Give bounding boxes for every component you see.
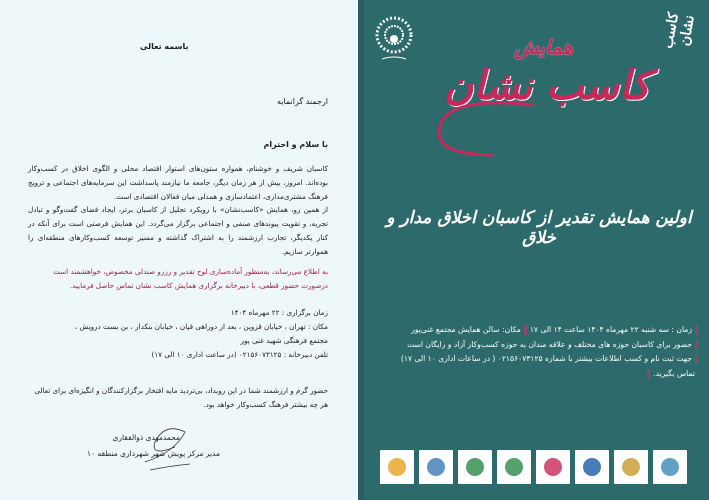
organizer-logo-icon [372, 15, 416, 65]
rsvp-notice: به اطلاع می‌رساند، به‌منظور آماده‌سازی لوح تقدیر و رزرو صندلی مخصوص، خواهشمند است درصورت حضور قطعی، با دبیرخانه برگزاری همایش کاسب نشان تماس حاصل فرمایید. [53, 267, 328, 290]
addressee: ارجمند گرانمایه [276, 97, 328, 106]
sponsor-logo-icon [497, 450, 531, 484]
sponsor-logo-icon [458, 450, 492, 484]
info-registration: جهت ثبت نام و کسب اطلاعات بیشتر با شماره ۰۲۱۵۶۰۷۳۱۲۵ ( در ساعات اداری ۱۰ الی ۱۷) [400, 354, 692, 363]
event-info [401, 323, 701, 381]
letter-body [28, 162, 328, 259]
sponsor-logo-icon [653, 450, 687, 484]
body-paragraph: از همین رو، همایش «کاسب‌نشان» با رویکرد تجلیل از کاسبان برتر، ایجاد فضای گفت‌وگو و تبادل تجربه، و تقویت پیوندهای صنفی و اجتماعی برگزار می‌گردد. این همایش فرصتی است برای آنکه در کنار یکدیگر، تجارب ارزشمند را به اشتراک گذاشته و مسیر توسعه کسب‌وکارهای منطقه‌ای را هموارتر سازیم. [28, 205, 328, 256]
sponsor-logo-icon [380, 450, 414, 484]
poster-subtitle: اولین همایش تقدیر از کاسبان اخلاق مدار و خلاق [386, 208, 692, 248]
sponsor-logo-icon [575, 450, 609, 484]
poster-title: کاسب نشان [444, 62, 651, 109]
signer-name: محمدمهدی ذوالفقاری [112, 433, 180, 442]
event-date: زمان برگزاری : ۲۲ مهرماه ۱۴۰۴ [230, 308, 328, 317]
calligraphy-swash-icon [424, 95, 544, 165]
sponsor-logo-icon [419, 450, 453, 484]
body-paragraph: کاسبان شریف و خوشنام، همواره ستون‌های استوار اقتصاد محلی و الگوی اخلاق در کسب‌وکار بوده‌اند. امروز، بیش از هر زمان دیگر، جامعه ما نیازمند پاسداشت این سرمایه‌های اجتماعی و ترویج فرهنگ مشتری‌مداری، اعتمادسازی و همدلی میان فعالان اقتصادی است. [28, 164, 328, 201]
signature-icon [135, 422, 205, 472]
sponsor-logos [380, 450, 687, 484]
info-time: زمان : سه شنبه ۲۲ مهرماه ۱۴۰۴ ساعت ۱۴ الی ۱۷ [529, 325, 692, 334]
sponsor-logo-icon [536, 450, 570, 484]
greeting: با سلام و احترام [263, 140, 328, 149]
sponsor-logo-icon [614, 450, 648, 484]
info-audience: حضور برای کاسبان حوزه های مختلف و علاقه مندان به حوزه کسب‌وکار آزاد و رایگان است [407, 339, 692, 349]
closing-text: حضور گرم و ارزشمند شما در این رویداد، بی‌تردید مایه افتخار برگزارکنندگان و انگیزه‌ای برای تعالی هر چه بیشتر فرهنگ کسب‌وکار خواهد بود. [34, 386, 328, 409]
info-place: مکان: سالن همایش مجتمع غنی‌پور [411, 325, 521, 334]
event-phone: تلفن دبیرخانه : ۰۲۱۵۶۰۷۳۱۲۵ (در ساعت اداری ۱۰ الی ۱۷) [151, 350, 328, 359]
kasebneshan-logo: کاسب نشان [660, 11, 698, 50]
basmala-heading: باسمه تعالی [140, 42, 189, 51]
title-small: همایش [514, 35, 574, 59]
event-details [75, 306, 328, 362]
event-location: مکان : تهران ، خیابان قزوین ، بعد از دوراهی قپان ، خیابان بنکدار ، بن بست درویش ، [74, 322, 328, 331]
event-venue: مجتمع فرهنگی شهید غنی پور [240, 336, 328, 345]
event-poster [364, 0, 709, 500]
signer-title: مدیر مرکز پویش شهر شهرداری منطقه ۱۰ [87, 449, 220, 458]
signature-block [30, 430, 220, 462]
info-contact: تماس بگیرید. [653, 368, 695, 378]
